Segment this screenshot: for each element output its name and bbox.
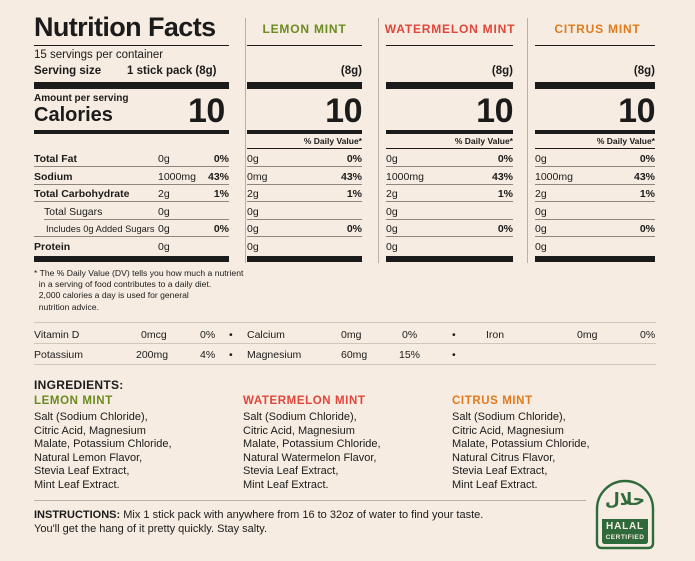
row-label-carbohydrate: Total Carbohydrate [34, 188, 130, 200]
row-amount: 0mg [247, 171, 268, 183]
row-divider [535, 166, 655, 167]
row-divider [247, 236, 362, 237]
row-dv: 43% [207, 171, 229, 183]
divider [386, 45, 513, 46]
divider-mid [386, 130, 513, 134]
column-rule [245, 18, 246, 263]
divider [34, 343, 656, 344]
row-divider [247, 201, 362, 202]
serving-size-value: (8g) [633, 65, 655, 77]
calories-label: Calories [34, 104, 113, 126]
instructions-text: Mix 1 stick pack with anywhere from 16 to 32oz of water to find your taste. [120, 509, 484, 521]
instructions-line-1 [34, 509, 483, 521]
row-dv: 43% [491, 171, 513, 183]
dv-header: % Daily Value* [454, 136, 513, 146]
row-amount: 1000mg [535, 171, 573, 183]
row-divider [535, 201, 655, 202]
row-dv: 0% [497, 153, 513, 165]
row-amount: 1000mg [386, 171, 424, 183]
row-divider [34, 236, 229, 237]
row-label-total-sugars: Total Sugars [44, 206, 103, 218]
divider-thick [386, 256, 513, 262]
vitamin-dv: 0% [200, 329, 216, 341]
row-amount: 0g [535, 241, 547, 253]
divider-thick [34, 256, 229, 262]
row-divider [247, 166, 362, 167]
row-label-added-sugars: Includes 0g Added Sugars [46, 224, 155, 234]
divider [34, 500, 586, 501]
row-amount: 0g [247, 153, 259, 165]
certified-label: CERTIFIED [605, 534, 645, 541]
row-dv: 0% [346, 223, 362, 235]
vitamin-amount: 60mg [341, 349, 368, 361]
row-divider [247, 184, 362, 185]
row-divider [34, 184, 229, 185]
row-dv: 0% [639, 153, 655, 165]
divider [34, 45, 229, 46]
dv-header: % Daily Value* [596, 136, 655, 146]
column-rule [527, 18, 528, 263]
vitamin-dv: 15% [399, 349, 421, 361]
calories-value: 10 [618, 92, 655, 130]
ingredient-list-lemon-mint: Salt (Sodium Chloride), Citric Acid, Magnesium Malate, Potassium Chloride, Natural Lemon Flavor, Stevia Leaf Extract, Mint Leaf Extract. [34, 411, 172, 491]
row-amount: 0g [158, 206, 170, 218]
nutrition-facts-title: Nutrition Facts [34, 12, 216, 42]
vitamin-dv: 4% [200, 349, 216, 361]
row-label-protein: Protein [34, 241, 71, 253]
row-amount: 0g [535, 153, 547, 165]
row-amount: 2g [158, 188, 170, 200]
row-divider [34, 166, 229, 167]
vitamin-dv: 0% [640, 329, 656, 341]
vitamin-amount: 0mg [341, 329, 362, 341]
divider-mid [34, 130, 229, 134]
divider-mid [247, 130, 362, 134]
row-dv: 1% [346, 188, 362, 200]
row-divider [386, 184, 513, 185]
row-divider [535, 219, 655, 220]
amount-per-serving-label: Amount per serving [34, 93, 129, 104]
vitamin-dv: 0% [402, 329, 418, 341]
ingredient-title-watermelon-mint: WATERMELON MINT [243, 395, 366, 407]
calories-value: 10 [325, 92, 362, 130]
row-amount: 0g [535, 223, 547, 235]
vitamin-name: Iron [486, 329, 505, 341]
divider-thick [247, 82, 362, 89]
bullet: • [229, 329, 233, 341]
row-dv: 43% [340, 171, 362, 183]
bullet: • [452, 349, 456, 361]
row-amount: 0g [386, 153, 398, 165]
dv-header: % Daily Value* [303, 136, 362, 146]
divider [34, 322, 656, 323]
divider [535, 148, 655, 149]
ingredient-title-lemon-mint: LEMON MINT [34, 395, 113, 407]
row-divider [535, 236, 655, 237]
row-amount: 2g [386, 188, 398, 200]
row-divider [386, 201, 513, 202]
row-amount: 2g [535, 188, 547, 200]
row-dv: 1% [497, 188, 513, 200]
row-dv: 43% [633, 171, 655, 183]
divider-thick [386, 82, 513, 89]
divider [247, 148, 362, 149]
row-amount: 0g [247, 241, 259, 253]
calories-value: 10 [188, 92, 225, 130]
vitamin-name: Vitamin D [34, 329, 80, 341]
halal-certified-badge [595, 479, 655, 550]
row-amount: 0g [158, 241, 170, 253]
row-amount: 0g [247, 206, 259, 218]
column-rule [378, 18, 379, 263]
ingredient-title-citrus-mint: CITRUS MINT [452, 395, 533, 407]
flavor-title: CITRUS MINT [554, 22, 641, 36]
row-divider [535, 184, 655, 185]
row-dv: 1% [639, 188, 655, 200]
row-divider [386, 236, 513, 237]
row-label-sodium: Sodium [34, 171, 73, 183]
flavor-title: LEMON MINT [262, 22, 347, 36]
divider-thick [535, 82, 655, 89]
row-dv: 0% [639, 223, 655, 235]
row-dv: 0% [213, 223, 229, 235]
row-amount: 0g [386, 206, 398, 218]
flavor-title: WATERMELON MINT [384, 22, 516, 36]
serving-size-value: (8g) [491, 65, 513, 77]
halal-label: HALAL [606, 521, 644, 532]
row-divider [386, 219, 513, 220]
row-dv: 0% [213, 153, 229, 165]
row-dv: 0% [497, 223, 513, 235]
instructions-label: INSTRUCTIONS: [34, 509, 121, 521]
row-dv: 0% [346, 153, 362, 165]
ingredients-heading: INGREDIENTS: [34, 378, 124, 392]
vitamin-amount: 0mcg [141, 329, 167, 341]
row-amount: 2g [247, 188, 259, 200]
ingredient-list-watermelon-mint: Salt (Sodium Chloride), Citric Acid, Magnesium Malate, Potassium Chloride, Natural Watermelon Flavor, Stevia Leaf Extract, Mint Leaf Extract. [243, 411, 381, 491]
row-divider [44, 219, 229, 220]
row-amount: 0g [386, 223, 398, 235]
serving-size-value: 1 stick pack (8g) [127, 65, 217, 77]
dv-footnote: * The % Daily Value (DV) tells you how much a nutrient in a serving of food contributes to a daily diet. 2,000 calories a day is used for general nutrition advice. [34, 268, 244, 312]
serving-size-label: Serving size [34, 65, 102, 77]
divider-thick [34, 82, 229, 89]
divider [247, 45, 362, 46]
calories-value: 10 [476, 92, 513, 130]
ingredient-list-citrus-mint: Salt (Sodium Chloride), Citric Acid, Magnesium Malate, Potassium Chloride, Natural Citrus Flavor, Stevia Leaf Extract, Mint Leaf Extract. [452, 411, 590, 491]
divider-thick [247, 256, 362, 262]
vitamin-name: Calcium [247, 329, 285, 341]
divider [386, 148, 513, 149]
row-amount: 0g [247, 223, 259, 235]
bullet: • [229, 349, 233, 361]
halal-arabic-script: حلال [605, 490, 645, 510]
vitamin-name: Magnesium [247, 349, 302, 361]
row-dv: 1% [213, 188, 229, 200]
vitamin-name: Potassium [34, 349, 84, 361]
row-amount: 0g [158, 223, 170, 235]
row-amount: 1000mg [158, 171, 196, 183]
serving-size-value: (8g) [340, 65, 362, 77]
instructions-line-2: You'll get the hang of it pretty quickly. Stay salty. [34, 523, 268, 535]
divider-mid [535, 130, 655, 134]
row-label-total-fat: Total Fat [34, 153, 77, 165]
divider [34, 364, 656, 365]
row-divider [247, 219, 362, 220]
row-divider [34, 201, 229, 202]
vitamin-amount: 0mg [577, 329, 598, 341]
row-divider [386, 166, 513, 167]
row-amount: 0g [535, 206, 547, 218]
divider [535, 45, 655, 46]
servings-per-container: 15 servings per container [34, 49, 164, 61]
divider-thick [535, 256, 655, 262]
vitamin-amount: 200mg [136, 349, 169, 361]
row-amount: 0g [386, 241, 398, 253]
bullet: • [452, 329, 456, 341]
row-amount: 0g [158, 153, 170, 165]
